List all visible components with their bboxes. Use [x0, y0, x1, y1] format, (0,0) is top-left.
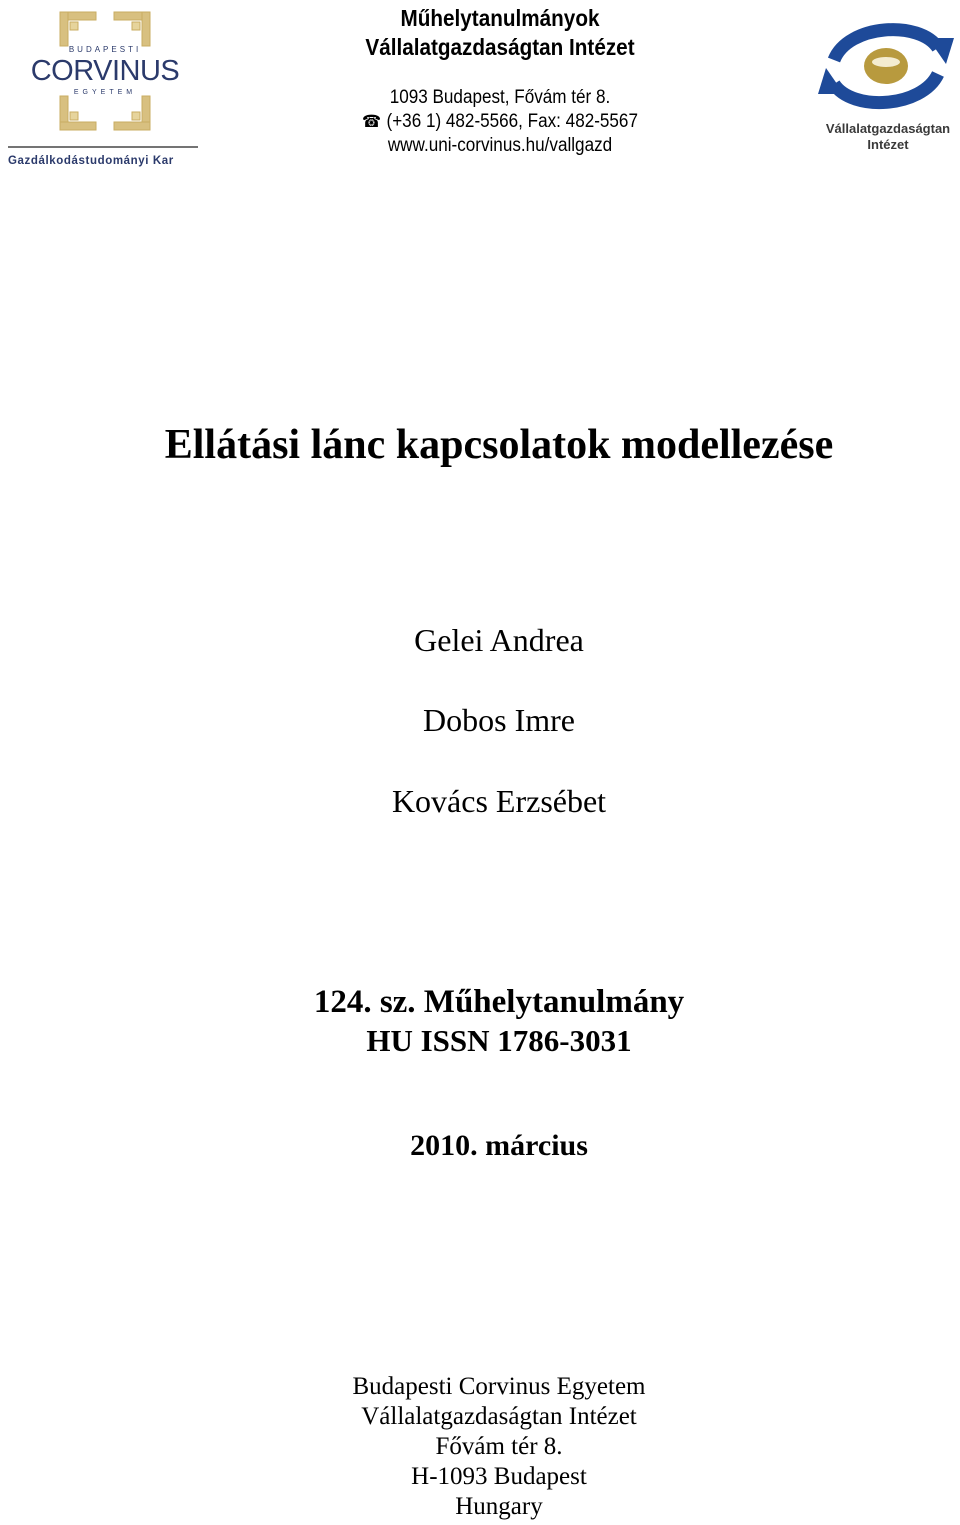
footer-line-university: Budapesti Corvinus Egyetem — [352, 1373, 646, 1400]
document-title: Ellátási lánc kapcsolatok modellezése — [164, 422, 834, 468]
publication-date: 2010. március — [410, 1129, 588, 1162]
header-phone — [320, 110, 680, 134]
paper-number: 124. sz. Műhelytanulmány — [313, 984, 685, 1020]
header-text — [320, 4, 680, 158]
author-name: Kovács Erzsébet — [391, 783, 607, 819]
telephone-icon: ☎ — [362, 112, 382, 131]
issn-number: HU ISSN 1786-3031 — [366, 1023, 632, 1058]
logo-line-bottom: EGYETEM — [73, 89, 137, 96]
institute-logo-line2: Intézet — [867, 137, 909, 152]
author-name: Dobos Imre — [423, 702, 575, 738]
institute-logo — [812, 14, 960, 154]
logo-name: CORVINUS — [30, 55, 180, 87]
footer-line-city: H-1093 Budapest — [411, 1463, 587, 1490]
institute-name: Vállalatgazdaságtan Intézet — [365, 34, 635, 60]
logo-line-top: BUDAPESTI — [68, 45, 142, 54]
footer-line-institute: Vállalatgazdaságtan Intézet — [361, 1403, 637, 1430]
header-website: www.uni-corvinus.hu/vallgazd — [387, 135, 613, 156]
author-name: Gelei Andrea — [414, 622, 584, 658]
institute-logo-line1: Vállalatgazdaságtan — [825, 121, 951, 136]
logo-faculty: Gazdálkodástudományi Kar — [8, 155, 174, 167]
eye-emblem-icon — [864, 48, 908, 84]
series-title: Műhelytanulmányok — [400, 5, 600, 31]
phone-text: (+36 1) 482-5566, Fax: 482-5567 — [386, 111, 638, 132]
footer-line-country: Hungary — [455, 1493, 543, 1520]
header-address: 1093 Budapest, Fővám tér 8. — [389, 87, 611, 108]
footer-line-street: Fővám tér 8. — [435, 1433, 563, 1460]
corvinus-logo — [4, 8, 202, 170]
footer-address — [0, 1372, 960, 1522]
